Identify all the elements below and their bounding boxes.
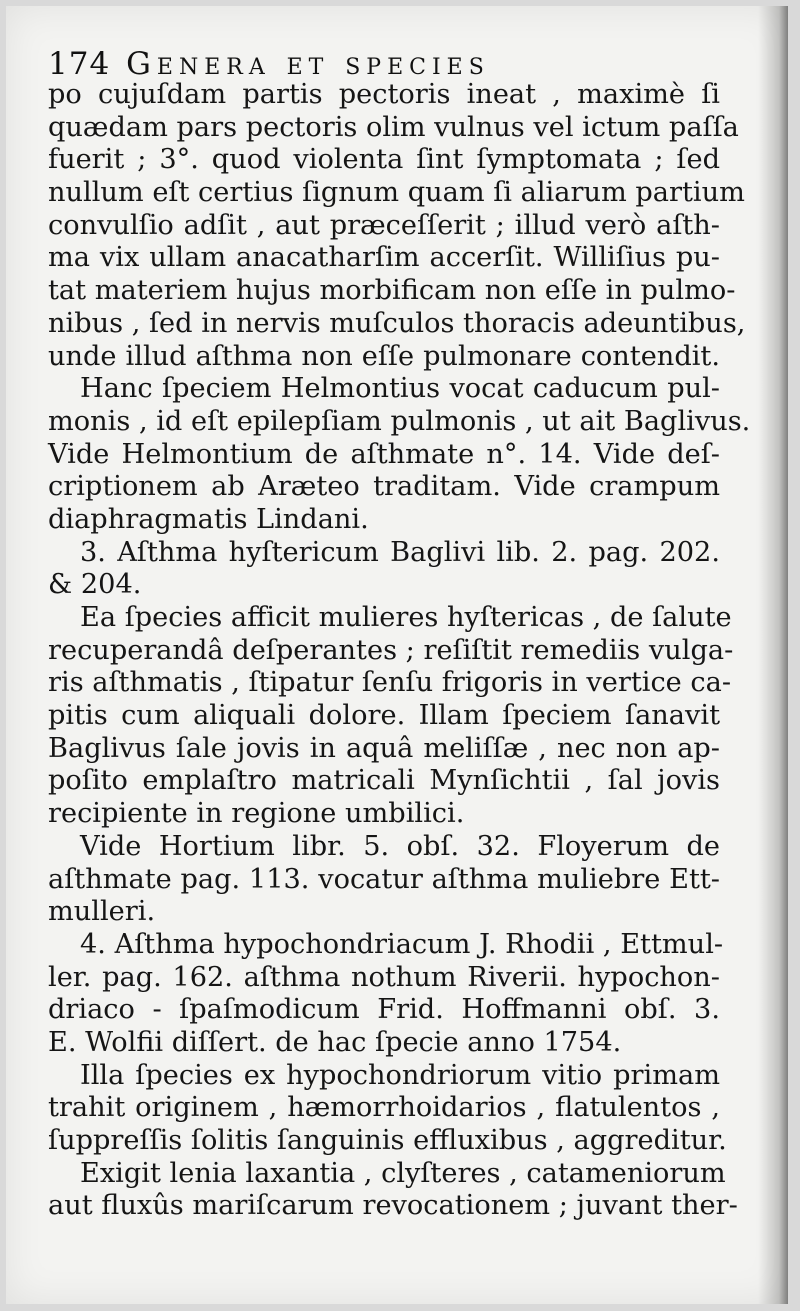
text-line: 4. Aſthma hypochondriacum J. Rhodii , Ettmul- [80, 928, 724, 960]
text-line: convulſio adſit , aut præceſſerit ; illud verò aſth- [48, 209, 720, 241]
text-line: Ea ſpecies afficit mulieres hyſtericas , de ſalute [80, 602, 732, 633]
text-line: Hanc ſpeciem Helmontius vocat caducum pul- [80, 373, 720, 405]
text-line: E. Wolfii diſſert. de hac ſpecie anno 1754. [48, 1026, 622, 1058]
text-line: criptionem ab Aræteo traditam. Vide crampum [48, 471, 720, 503]
text-line: tat materiem hujus morbificam non eſſe in pulmo- [48, 275, 736, 307]
text-line: aſthmate pag. 113. vocatur aſthma muliebre Ett- [48, 863, 720, 895]
text-line: monis , id eſt epilepſiam pulmonis , ut ait Baglivus. [48, 405, 751, 437]
text-line: nullum eſt certius ſignum quam ſi aliarum partium [48, 177, 745, 209]
text-line: pitis cum aliquali dolore. Illam ſpeciem ſanavit [48, 700, 720, 732]
text-line: Vide Hortium libr. 5. obſ. 32. Floyerum de [80, 830, 720, 862]
text-line: Illa ſpecies ex hypochondriorum vitio primam [80, 1059, 720, 1091]
text-line: 3. Aſthma hyſtericum Baglivi lib. 2. pag. 202. [80, 536, 720, 568]
text-line: & 204. [48, 569, 142, 601]
text-line: recipiente in regione umbilici. [48, 798, 465, 830]
text-line: nibus , ſed in nervis muſculos thoracis adeuntibus, [48, 307, 746, 339]
text-line: ler. pag. 162. aſthma nothum Riverii. hypochon- [48, 961, 720, 993]
text-line: ſuppreſſis ſolitis ſanguinis effluxibus , aggreditur. [48, 1125, 727, 1156]
running-title: Genera et species [126, 46, 490, 82]
page-number: 174 [48, 46, 111, 82]
text-line: fuerit ; 3°. quod violenta ſint ſymptomata ; ſed [48, 144, 720, 176]
text-line: trahit originem , hæmorrhoidarios , flatulentos , [48, 1092, 720, 1124]
text-line: quædam pars pectoris olim vulnus vel ictum paſſa [48, 111, 739, 143]
text-line: Baglivus ſale jovis in aquâ meliſſæ , nec non ap- [48, 732, 720, 764]
text-line: recuperandâ deſperantes ; reſiſtit remediis vulga- [48, 634, 734, 666]
text-line: Exigit lenia laxantia , clyſteres , catameniorum [80, 1157, 726, 1189]
text-line: ma vix ullam anacatharſim accerſit. Williſius pu- [48, 242, 720, 274]
page-spine-shadow [758, 6, 788, 1304]
text-line: ris aſthmatis , ſtipatur ſenſu frigoris in vertice ca- [48, 667, 732, 699]
text-line: unde illud aſthma non eſſe pulmonare contendit. [48, 340, 720, 372]
text-line: poſito emplaſtro matricali Mynſichtii , ſal jovis [48, 765, 720, 797]
text-line: po cujuſdam partis pectoris ineat , maximè ſi [48, 79, 720, 110]
book-page [6, 6, 788, 1304]
text-line: mulleri. [48, 896, 156, 928]
running-header [48, 44, 490, 84]
page-body-text [48, 79, 751, 1223]
text-line: Vide Helmontium de aſthmate n°. 14. Vide deſ- [48, 438, 720, 470]
text-line: driaco - ſpaſmodicum Frid. Hoffmanni obſ. 3. [48, 994, 720, 1026]
text-line: aut fluxûs mariſcarum revocationem ; juvant ther- [48, 1190, 738, 1222]
text-line: diaphragmatis Lindani. [48, 503, 369, 535]
